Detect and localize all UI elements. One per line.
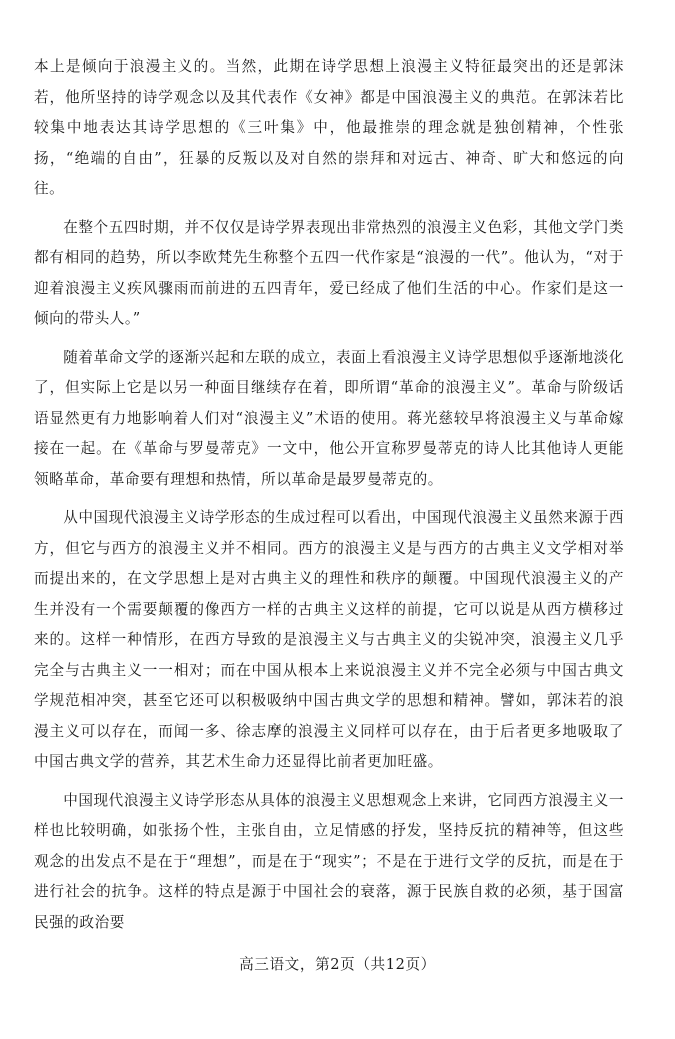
page-footer: 高三语文，第2页（共12页） bbox=[239, 956, 436, 973]
paragraph-5: 中国现代浪漫主义诗学形态从具体的浪漫主义思想观念上来讲，它同西方浪漫主义一样也比较明确，如张扬个性，主张自由，立足情感的抒发，坚持反抗的精神等，但这些观念的出发点不是在于“理想”，而是在于“现实”；不是在于进行文学的反抗，而是在于进行社会的抗争。这样的特点是源于中国社会的衰落，源于民族自救的必须，基于国富民强的政治要 bbox=[34, 791, 624, 931]
paragraph-4: 从中国现代浪漫主义诗学形态的生成过程可以看出，中国现代浪漫主义虽然来源于西方，但它与西方的浪漫主义并不相同。西方的浪漫主义是与西方的古典主义文学相对举而提出来的，在文学思想上是对古典主义的理性和秩序的颠覆。中国现代浪漫主义的产生并没有一个需要颠覆的像西方一样的古典主义这样的前提，它可以说是从西方横移过来的。这样一种情形，在西方导致的是浪漫主义与古典主义的尖锐冲突，浪漫主义几乎完全与古典主义一一相对；而在中国从根本上来说浪漫主义并不完全必须与中国古典文学规范相冲突，甚至它还可以积极吸纳中国古典文学的思想和精神。譬如，郭沫若的浪漫主义可以存在，而闻一多、徐志摩的浪漫主义同样可以存在，由于后者更多地吸取了中国古典文学的营养，其艺术生命力还显得比前者更加旺盛。 bbox=[34, 509, 624, 770]
paragraph-3: 随着革命文学的逐渐兴起和左联的成立，表面上看浪漫主义诗学思想似乎逐渐地淡化了，但实际上它是以另一种面目继续存在着，即所谓“革命的浪漫主义”。革命与阶级话语显然更有力地影响着人们对“浪漫主义”术语的使用。蒋光慈较早将浪漫主义与革命嫁接在一起。在《革命与罗曼蒂克》一文中，他公开宣称罗曼蒂克的诗人比其他诗人更能领略革命，革命要有理想和热情，所以革命是最罗曼蒂克的。 bbox=[34, 348, 624, 488]
paragraph-2: 在整个五四时期，并不仅仅是诗学界表现出非常热烈的浪漫主义色彩，其他文学门类都有相同的趋势，所以李欧梵先生称整个五四一代作家是“浪漫的一代”。他认为，“对于迎着浪漫主义疾风骤雨而前进的五四青年，爱已经成了他们生活的中心。作家们是这一倾向的带头人。” bbox=[34, 218, 624, 327]
document-body bbox=[34, 52, 624, 946]
paragraph-1: 本上是倾向于浪漫主义的。当然，此期在诗学思想上浪漫主义特征最突出的还是郭沫若，他所坚持的诗学观念以及其代表作《女神》都是中国浪漫主义的典范。在郭沫若比较集中地表达其诗学思想的《三叶集》中，他最推崇的理念就是独创精神，个性张扬，“绝端的自由”，狂暴的反叛以及对自然的崇拜和对远古、神奇、旷大和悠远的向往。 bbox=[34, 58, 624, 197]
